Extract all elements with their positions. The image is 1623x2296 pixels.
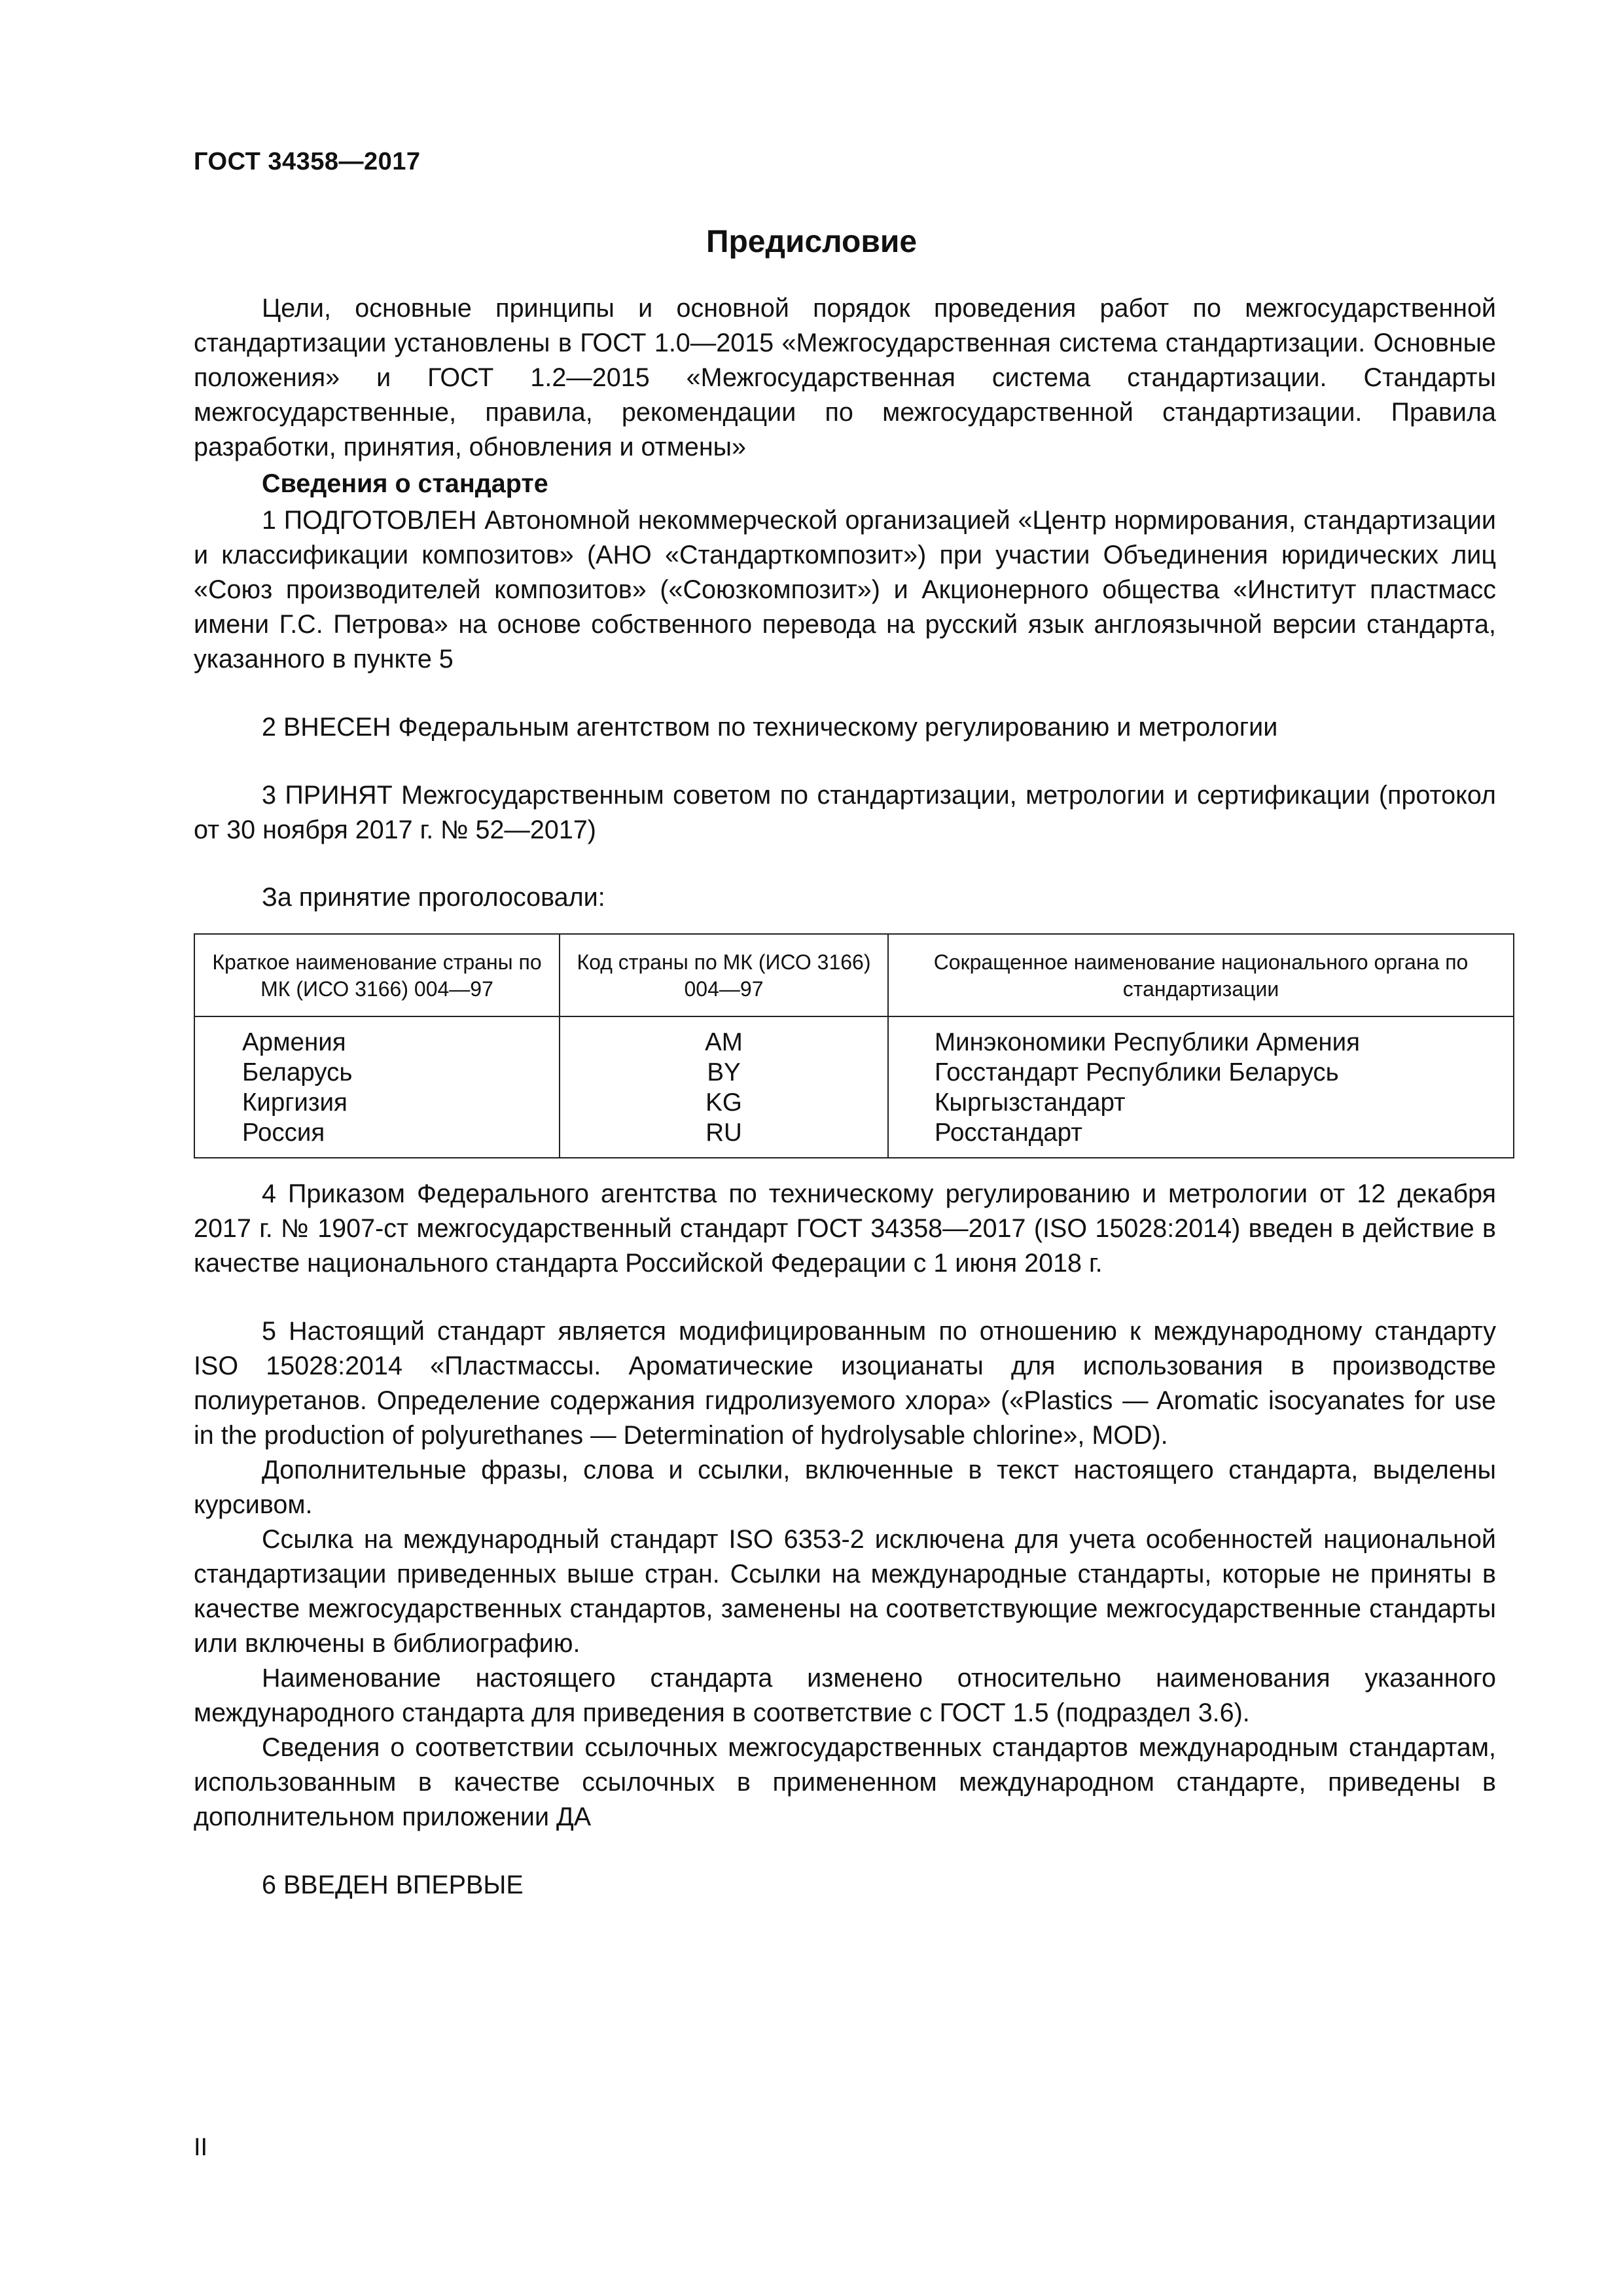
national-body-cell: Минэкономики Республики Армения (888, 1016, 1514, 1058)
country-name-cell: Россия (194, 1118, 560, 1158)
item-6-paragraph: 6 ВВЕДЕН ВПЕРВЫЕ (262, 1871, 524, 1899)
table-row (194, 1118, 1514, 1158)
country-name-header: Краткое наименование страны по МК (ИСО 3166) 004—97 (194, 934, 560, 1016)
national-body-cell: Кыргызстандарт (888, 1088, 1514, 1118)
national-body-cell: Госстандарт Республики Беларусь (888, 1058, 1514, 1088)
country-name-cell: Беларусь (194, 1058, 560, 1088)
country-code-cell: BY (560, 1058, 888, 1088)
table-row (194, 1088, 1514, 1118)
intro-paragraph: Цели, основные принципы и основной порядок проведения работ по межгосударственной стандартизации установлены в ГОСТ 1.0—2015 «Межгосударственная система стандартизации. Основные положения» и ГОСТ 1.2—2015 «Межгосударственная система стандартизации. Стандарты межгосударственные, правила, рекомендации по межгосударственной стандартизации. Правила разработки, принятия, обновления и отмены» (194, 294, 1496, 461)
national-body-cell: Росстандарт (888, 1118, 1514, 1158)
item-5-title-change-paragraph: Наименование настоящего стандарта изменено относительно наименования указанного международного стандарта для приведения в соответствие с ГОСТ 1.5 (подраздел 3.6). (194, 1664, 1496, 1727)
item-4-paragraph: 4 Приказом Федерального агентства по техническому регулированию и метрологии от 12 декабря 2017 г. № 1907-ст межгосударственный стандарт ГОСТ 34358—2017 (ISO 15028:2014) введен в действие в качестве национального стандарта Российской Федерации с 1 июня 2018 г. (194, 1179, 1496, 1278)
document-number-header: ГОСТ 34358—2017 (194, 148, 421, 175)
table-row (194, 1058, 1514, 1088)
page-number: II (194, 2134, 208, 2161)
item-5-paragraph: 5 Настоящий стандарт является модифицированным по отношению к международному стандарту ISO 15028:2014 «Пластмассы. Ароматические изоцианаты для использования в производстве полиуретанов. Определение содержания гидролизуемого хлора» («Plastics — Aromatic isocyanates for use in the production of polyurethanes — Determination of hydrolysable chlorine», MOD). (194, 1317, 1496, 1450)
page-title: Предисловие (705, 224, 918, 259)
table-header-row (194, 934, 1514, 1016)
country-code-cell: AM (560, 1016, 888, 1058)
item-2-paragraph: 2 ВНЕСЕН Федеральным агентством по техническому регулированию и метрологии (262, 713, 1278, 742)
vote-intro: За принятие проголосовали: (262, 883, 605, 912)
table-row (194, 1016, 1514, 1058)
country-code-cell: KG (560, 1088, 888, 1118)
info-heading: Сведения о стандарте (262, 469, 548, 498)
item-1-paragraph: 1 ПОДГОТОВЛЕН Автономной некоммерческой организацией «Центр нормирования, стандартизации и классификации композитов» (АНО «Стандарткомпозит») при участии Объединения юридических лиц «Союз производителей композитов» («Союзкомпозит») и Акционерного общества «Институт пластмасс имени Г.С. Петрова» на основе собственного перевода на русский язык англоязычной версии стандарта, указанного в пункте 5 (194, 506, 1496, 673)
national-body-header: Сокращенное наименование национального органа по стандартизации (888, 934, 1514, 1016)
country-code-cell: RU (560, 1118, 888, 1158)
item-3-paragraph: 3 ПРИНЯТ Межгосударственным советом по стандартизации, метрологии и сертификации (протокол от 30 ноября 2017 г. № 52—2017) (194, 781, 1496, 844)
country-code-header: Код страны по МК (ИСО 3166) 004—97 (560, 934, 888, 1016)
item-5-additions-paragraph: Дополнительные фразы, слова и ссылки, включенные в текст настоящего стандарта, выделены курсивом. (194, 1456, 1496, 1519)
country-name-cell: Армения (194, 1016, 560, 1058)
country-name-cell: Киргизия (194, 1088, 560, 1118)
document-body (194, 291, 1496, 1903)
item-5-annex-paragraph: Сведения о соответствии ссылочных межгосударственных стандартов международным стандартам, использованным в качестве ссылочных в примененном международном стандарте, приведены в дополнительном приложении ДА (194, 1733, 1496, 1831)
voting-countries-table (194, 933, 1514, 1158)
item-5-reference-paragraph: Ссылка на международный стандарт ISO 6353-2 исключена для учета особенностей национальной стандартизации приведенных выше стран. Ссылки на международные стандарты, которые не приняты в качестве межгосударственных стандартов, заменены на соответствующие межгосударственные стандарты или включены в библиографию. (194, 1525, 1496, 1658)
